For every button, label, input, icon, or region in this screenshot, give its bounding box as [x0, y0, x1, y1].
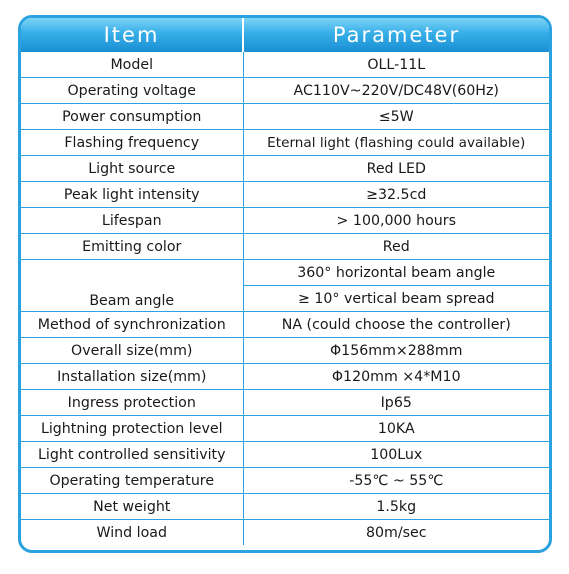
row-value: 1.5kg: [243, 494, 549, 520]
row-value: 80m/sec: [243, 520, 549, 546]
table-row: [21, 442, 549, 468]
row-item: Ingress protection: [21, 390, 243, 416]
row-value: ≤5W: [243, 104, 549, 130]
row-item: Peak light intensity: [21, 182, 243, 208]
row-item: Operating voltage: [21, 78, 243, 104]
row-value: > 100,000 hours: [243, 208, 549, 234]
table-row: [21, 416, 549, 442]
table-row: [21, 130, 549, 156]
row-value: Φ156mm×288mm: [243, 338, 549, 364]
table-row: [21, 182, 549, 208]
row-item: Flashing frequency: [21, 130, 243, 156]
row-value: 100Lux: [243, 442, 549, 468]
row-item: Light source: [21, 156, 243, 182]
row-value: OLL-11L: [243, 52, 549, 78]
header-item: Item: [21, 18, 243, 52]
header-row: [21, 18, 549, 52]
row-value: ≥ 10° vertical beam spread: [243, 286, 549, 312]
table-row: [21, 468, 549, 494]
row-value: 360° horizontal beam angle: [243, 260, 549, 286]
table-row: [21, 208, 549, 234]
row-item: Method of synchronization: [21, 312, 243, 338]
table-row: [21, 520, 549, 546]
row-item: Light controlled sensitivity: [21, 442, 243, 468]
row-item: Power consumption: [21, 104, 243, 130]
row-item: Net weight: [21, 494, 243, 520]
row-item: Wind load: [21, 520, 243, 546]
table-row: [21, 156, 549, 182]
row-value: AC110V~220V/DC48V(60Hz): [243, 78, 549, 104]
row-item: Installation size(mm): [21, 364, 243, 390]
table-row: [21, 390, 549, 416]
row-item: Lifespan: [21, 208, 243, 234]
row-item: Beam angle: [21, 260, 243, 312]
spec-table-frame: [18, 15, 552, 553]
table-row: [21, 52, 549, 78]
table-row: [21, 312, 549, 338]
table-row: [21, 260, 549, 286]
table-row: [21, 78, 549, 104]
spec-table: [21, 18, 549, 545]
table-row: [21, 364, 549, 390]
row-value: NA (could choose the controller): [243, 312, 549, 338]
row-value: -55℃ ~ 55℃: [243, 468, 549, 494]
table-row: [21, 234, 549, 260]
header-parameter: Parameter: [243, 18, 549, 52]
row-value: Red LED: [243, 156, 549, 182]
table-row: [21, 104, 549, 130]
row-value: Ip65: [243, 390, 549, 416]
table-row: [21, 338, 549, 364]
row-value: Eternal light (flashing could available): [243, 130, 549, 156]
row-value: Φ120mm ×4*M10: [243, 364, 549, 390]
row-value: Red: [243, 234, 549, 260]
row-item: Operating temperature: [21, 468, 243, 494]
row-item: Emitting color: [21, 234, 243, 260]
row-item: Overall size(mm): [21, 338, 243, 364]
row-item: Lightning protection level: [21, 416, 243, 442]
row-item: Model: [21, 52, 243, 78]
row-value: ≥32.5cd: [243, 182, 549, 208]
table-row: [21, 494, 549, 520]
row-value: 10KA: [243, 416, 549, 442]
